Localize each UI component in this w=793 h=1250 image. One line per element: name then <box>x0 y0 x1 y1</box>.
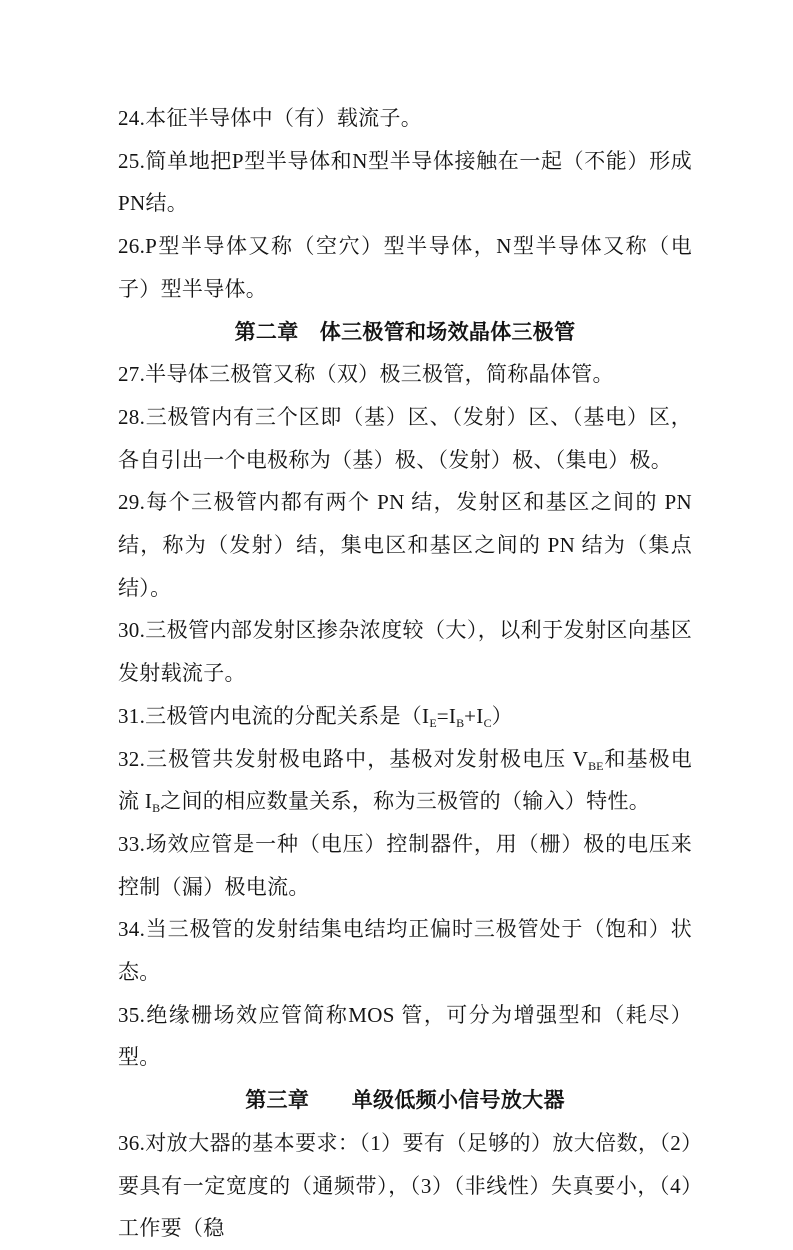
subscript: BE <box>588 758 604 773</box>
question-36: 36.对放大器的基本要求：（1）要有（足够的）放大倍数，（2）要具有一定宽度的（通频带），（3）（非线性）失真要小，（4）工作要（稳 <box>118 1130 692 1241</box>
question-24: 24.本征半导体中（有）载流子。 <box>118 106 423 130</box>
question-27: 27.半导体三极管又称（双）极三极管，简称晶体管。 <box>118 362 614 387</box>
question-35: 35.绝缘栅场效应管简称MOS 管，可分为增强型和（耗尽）型。 <box>118 1002 692 1070</box>
subscript: E <box>429 715 437 730</box>
question-29: 29.每个三极管内都有两个 PN 结，发射区和基区之间的 PN 结，称为（发射）结，集电区和基区之间的 PN 结为（集点结）。 <box>118 490 692 600</box>
question-30: 30.三极管内部发射区掺杂浓度较（大），以利于发射区向基区发射载流子。 <box>118 618 692 686</box>
chapter-3-heading: 第三章 单级低频小信号放大器 <box>245 1088 565 1113</box>
question-34: 34.当三极管的发射结集电结均正偏时三极管处于（饱和）状态。 <box>118 917 692 985</box>
question-31: 31.三极管内电流的分配关系是$(I_E=I_B+I_C)$ <box>118 703 513 730</box>
question-26: 26.P型半导体又称（空穴）型半导体，N型半导体又称（电子）型半导体。 <box>118 234 692 301</box>
subscript: B <box>152 801 161 816</box>
question-28: 28.三极管内有三个区即（基）区、（发射）区、（基电）区，各自引出一个电极称为（基）极、（发射）极、（集电）极。 <box>118 404 692 472</box>
document-body <box>118 97 692 1250</box>
question-25: 25.简单地把P型半导体和N型半导体接触在一起（不能）形成PN结。 <box>118 148 692 216</box>
subscript: C <box>483 715 492 730</box>
question-33: 33.场效应管是一种（电压）控制器件，用（栅）极的电压来控制（漏）极电流。 <box>118 831 692 899</box>
chapter-2-heading: 第二章 体三极管和场效晶体三极管 <box>234 319 576 344</box>
subscript: B <box>456 715 465 730</box>
question-32: 32.三极管共发射极电路中，基极对发射极电压 $V_{BE}$和基极电流 $I_B$之间的相应数量关系，称为三极管的（输入）特性。 <box>118 746 692 816</box>
